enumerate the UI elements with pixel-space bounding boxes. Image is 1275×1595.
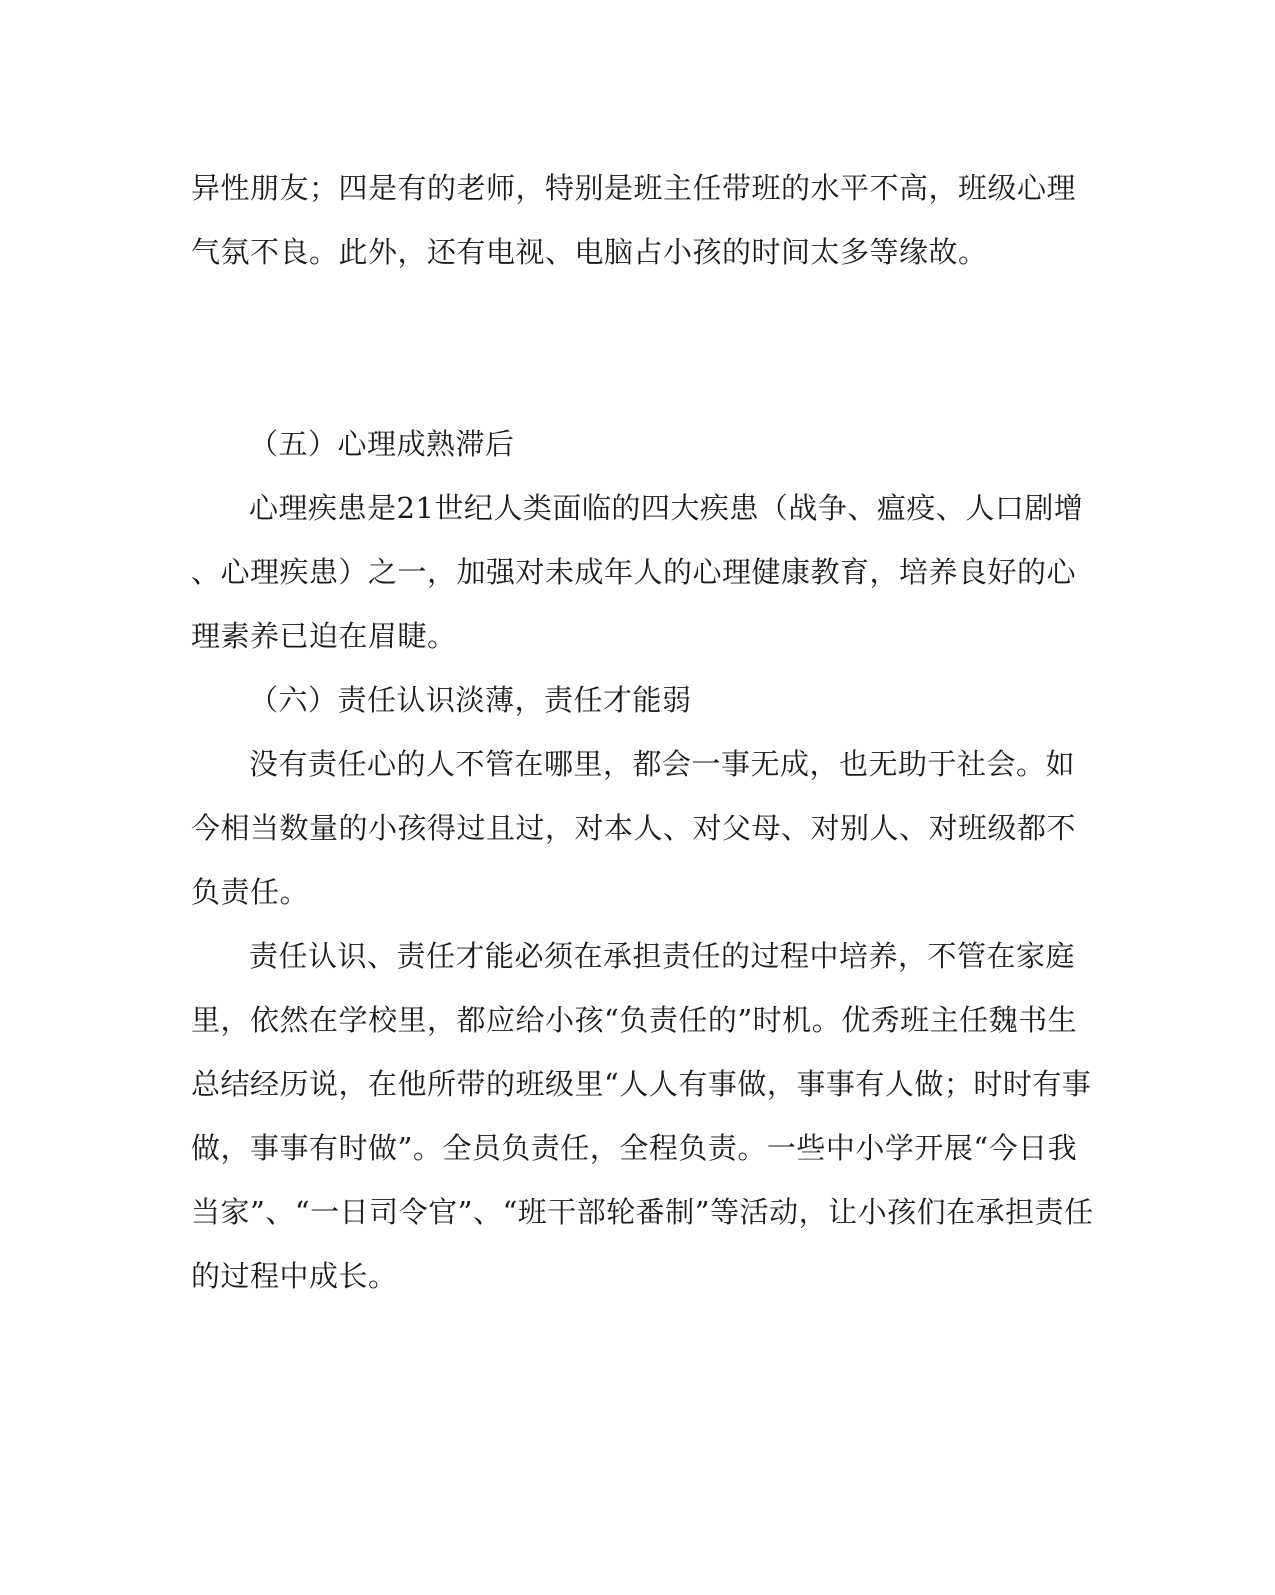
paragraph-line-9: 责任认识、责任才能必须在承担责任的过程中培养，不管在家庭 [249,939,1076,973]
section-heading-6: （六）责任认识淡薄，责任才能弱 [249,683,692,717]
paragraph-line-5: 理素养已迫在眉睫。 [191,619,457,653]
paragraph-line-14: 的过程中成长。 [191,1259,398,1293]
paragraph-line-7: 今相当数量的小孩得过且过，对本人、对父母、对别人、对班级都不 [191,811,1077,845]
paragraph-line-1: 异性朋友；四是有的老师，特别是班主任带班的水平不高，班级心理 [191,171,1077,205]
paragraph-line-8: 负责任。 [191,875,310,909]
paragraph-line-4: 、心理疾患）之一，加强对未成年人的心理健康教育，培养良好的心 [191,555,1077,589]
paragraph-line-11: 总结经历说，在他所带的班级里“人人有事做，事事有人做；时时有事 [191,1067,1092,1101]
paragraph-line-6: 没有责任心的人不管在哪里，都会一事无成，也无助于社会。如 [249,747,1076,781]
paragraph-line-12: 做，事事有时做”。全员负责任，全程负责。一些中小学开展“今日我 [191,1131,1078,1165]
paragraph-line-10: 里，依然在学校里，都应给小孩“负责任的”时机。优秀班主任魏书生 [191,1003,1078,1037]
paragraph-line-13: 当家”、“一日司令官”、“班干部轮番制”等活动，让小孩们在承担责任 [191,1195,1094,1229]
paragraph-line-3: 心理疾患是21世纪人类面临的四大疾患（战争、瘟疫、人口剧增 [249,491,1084,525]
section-heading-5: （五）心理成熟滞后 [249,427,515,461]
paragraph-line-2: 气氛不良。此外，还有电视、电脑占小孩的时间太多等缘故。 [191,235,988,269]
